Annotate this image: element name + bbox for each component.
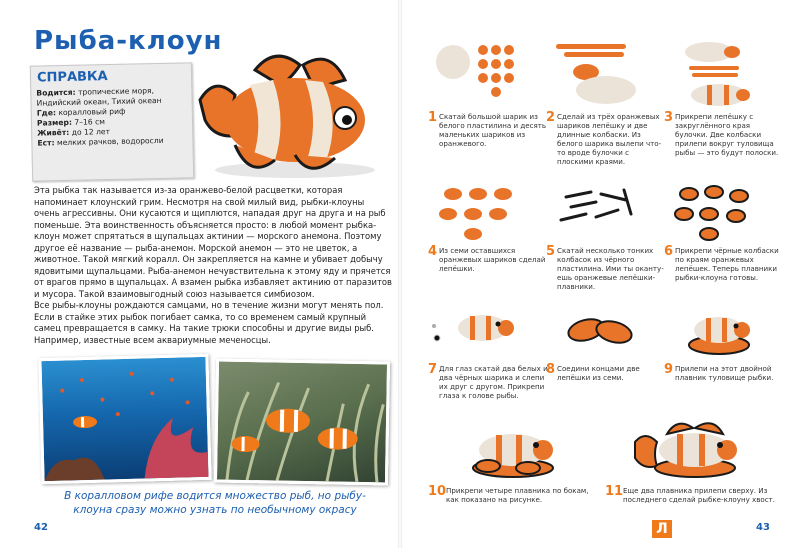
step-description: Прилепи на этот двойной плавник туловище рыбки. [675,364,774,382]
step-2-image [546,40,666,110]
paragraph: Эта рыбка так называется из-за оранжево-белой расцветки, которая напоминает клоунский грим. Несмотря на свой милый вид, рыбки-клоуны очень агрессивны. Они кусаются и щиплются, нападая друг на друга и на рыб поменьше. Эта воинственность объясняется просто: в любой момент рыбка-клоун может спрятаться в щупальцах актинии — морского анемона. Поэтому другое её название — рыба-анемон. Морской анемон — это не цветок, а животное. Такой мягкий коралл. Он закрепляется на камне и убивает добычу ядовитыми щупальцами. Рыба-анемон нечувствительна к этому яду и прячется от врагов прямо в щупальцах. А взамен рыбка избавляет актинию от паразитов и мусора. Такой взаимовыгодный союз называется симбиозом. [34,185,392,299]
step-8 [546,300,666,382]
step-description: Сделай из трёх оранжевых шариков лепёшку и две длинные колбаски. Из белого шарика вылепи что-то вроде булочки с плоскими краями. [557,112,662,166]
step-2 [546,40,666,166]
step-10 [428,418,598,504]
reference-heading: СПРАВКА [36,69,108,86]
step-3 [664,40,784,157]
step-description: Соедини концами две лепёшки из семи. [557,364,640,382]
step-description: Прикрепи четыре плавника по бокам, как показано на рисунке. [446,486,589,504]
step-8-image [546,300,666,370]
step-10-image [428,418,598,488]
step-description: Скатай большой шарик из белого пластилина и десять маленьких шариков из оранжевого. [439,112,547,148]
step-number: 8 [546,362,556,377]
publisher-logo-icon: Л [652,520,672,538]
reference-card [30,62,194,181]
step-number: 7 [428,362,438,377]
reference-row-habitat: Водится: тропические моря, Индийский океан, Тихий океан [36,86,162,108]
step-number: 5 [546,244,556,259]
step-description: Прикрепи лепёшку с закруглённого края булочки. Две колбаски прилепи вокруг туловища рыбы — это будут полоски. [675,112,779,157]
step-4-image [428,182,548,252]
step-description: Прикрепи чёрные колбаски по краям оранжевых лепёшек. Теперь плавники рыбки-клоуна готовы. [675,246,779,282]
step-description: Из семи оставшихся оранжевых шариков сделай лепёшки. [439,246,546,273]
reference-row-where: Где: коралловый риф [36,106,126,118]
reference-row-food: Ест: мелких рачков, водоросли [37,135,164,148]
step-1 [428,40,548,148]
step-number: 4 [428,244,438,259]
anemone-clownfish-photo [214,358,390,485]
step-number: 3 [664,110,674,125]
step-5 [546,182,666,291]
step-1-image [428,40,548,110]
page-number-left: 42 [34,522,48,533]
step-9-image [664,300,784,370]
step-number: 9 [664,362,674,377]
reference-row-size: Размер: 7–16 см [36,117,106,128]
page-title: Рыба-клоун [34,26,223,56]
step-11-image [605,412,785,488]
step-9 [664,300,784,382]
step-description: Для глаз скатай два белых и два чёрных шарика и слепи их друг с другом. Прикрепи глаза к голове рыбы. [439,364,548,400]
photo-caption: В коралловом рифе водится множество рыб, но рыбу-клоуна сразу можно узнать по необычному окрасу [64,490,366,516]
reference-rows [36,85,189,148]
step-6-image [664,182,784,252]
step-7-image [428,300,548,370]
step-7 [428,300,548,400]
step-number: 11 [605,484,624,499]
step-number: 10 [428,484,447,499]
step-number: 2 [546,110,556,125]
step-number: 6 [664,244,674,259]
step-11 [605,412,785,504]
step-3-image [664,40,784,110]
step-description: Еще два плавника прилепи сверху. Из последнего сделай рыбке-клоуну хвост. [623,486,776,504]
reference-row-lifespan: Живёт: до 12 лет [37,127,111,138]
body-text [34,185,392,346]
step-5-image [546,182,666,252]
page-number-right: 43 [756,522,770,533]
right-page [400,0,800,548]
step-4 [428,182,548,273]
step-description: Скатай несколько тонких колбасок из чёрного пластилина. Ими ты окантуешь оранжевые лепёшки-плавники. [557,246,664,291]
step-number: 1 [428,110,438,125]
paragraph: Все рыбы-клоуны рождаются самцами, но в течение жизни могут менять пол. Если в стайке этих рыбок погибает самка, то со временем самый крупный самец превращается в самку. На такие трюки способны и другие виды рыб. Например, известные всем аквариумные меченосцы. [34,300,384,345]
coral-reef-photo [38,354,211,484]
clownfish-model-image [195,40,385,180]
step-6 [664,182,784,282]
